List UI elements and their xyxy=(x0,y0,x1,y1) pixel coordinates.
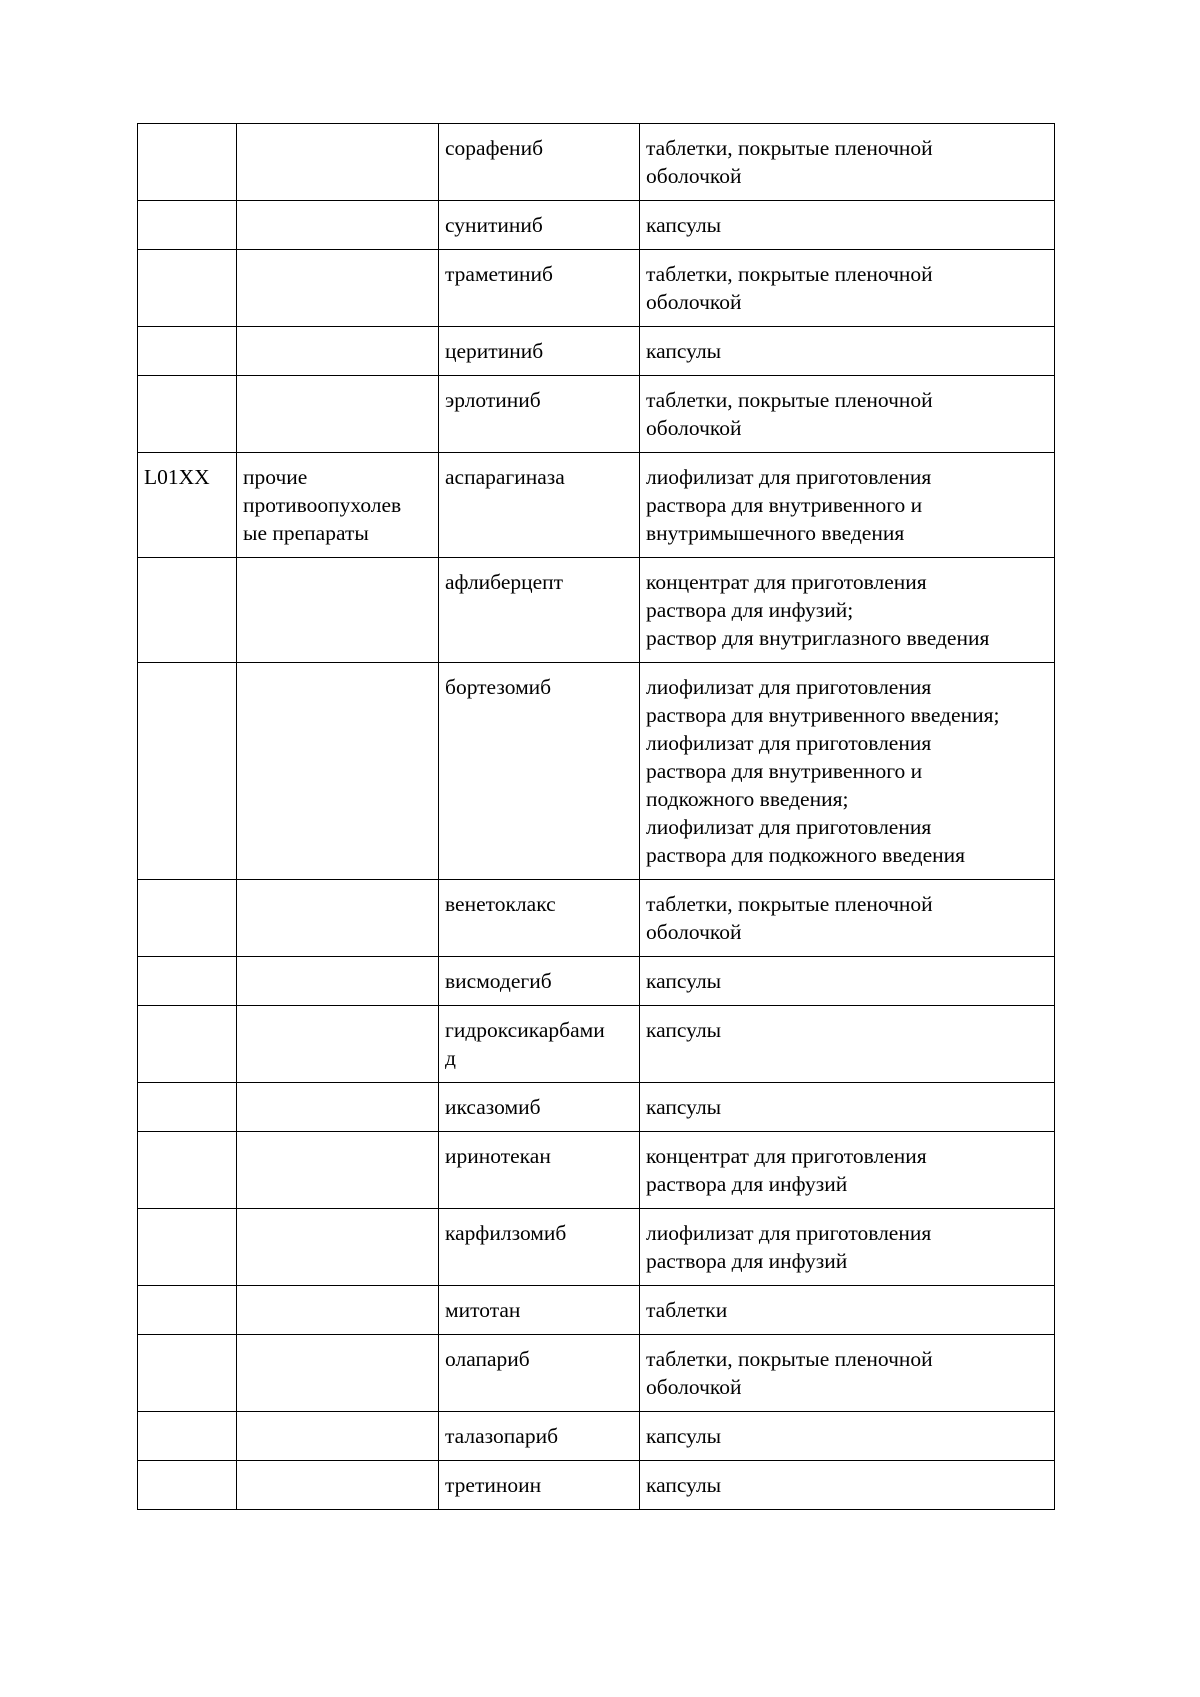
drug-name-line: карфилзомиб xyxy=(445,1221,567,1245)
dosage-form-cell xyxy=(640,1412,1055,1461)
table-row xyxy=(138,663,1055,880)
group-name-cell xyxy=(237,1335,439,1412)
drug-name-cell xyxy=(439,376,640,453)
drug-name-line: олапариб xyxy=(445,1347,530,1371)
table-row xyxy=(138,453,1055,558)
table-row xyxy=(138,376,1055,453)
group-name-line: прочие xyxy=(243,465,308,489)
drug-name-cell xyxy=(439,1006,640,1083)
table-row xyxy=(138,1083,1055,1132)
atc-code-cell xyxy=(138,1335,237,1412)
dosage-form-line: раствора для инфузий xyxy=(646,1249,848,1273)
drug-name-cell xyxy=(439,880,640,957)
table-row xyxy=(138,957,1055,1006)
dosage-form-line: раствора для инфузий; xyxy=(646,598,854,622)
dosage-form-line: раствора для подкожного введения xyxy=(646,843,966,867)
drug-name-line: эрлотиниб xyxy=(445,388,541,412)
dosage-form-cell xyxy=(640,1335,1055,1412)
drug-name-cell xyxy=(439,453,640,558)
dosage-form-line: раствора для внутривенного и xyxy=(646,493,923,517)
group-name-cell xyxy=(237,1006,439,1083)
drug-list-table xyxy=(137,123,1055,1510)
atc-code-cell xyxy=(138,201,237,250)
drug-name-line: церитиниб xyxy=(445,339,544,363)
dosage-form-line: концентрат для приготовления xyxy=(646,570,927,594)
drug-name-cell xyxy=(439,201,640,250)
dosage-form-line: таблетки xyxy=(646,1298,728,1322)
table-row xyxy=(138,1461,1055,1510)
group-name-cell xyxy=(237,376,439,453)
drug-name-cell xyxy=(439,1209,640,1286)
dosage-form-line: раствора для внутривенного и xyxy=(646,759,923,783)
dosage-form-line: капсулы xyxy=(646,213,722,237)
atc-code-cell xyxy=(138,1412,237,1461)
dosage-form-cell xyxy=(640,558,1055,663)
dosage-form-cell xyxy=(640,957,1055,1006)
atc-code-cell xyxy=(138,1083,237,1132)
drug-name-cell xyxy=(439,327,640,376)
table-row xyxy=(138,1006,1055,1083)
atc-code-cell xyxy=(138,957,237,1006)
dosage-form-line: лиофилизат для приготовления xyxy=(646,465,932,489)
dosage-form-line: капсулы xyxy=(646,1424,722,1448)
atc-code-cell xyxy=(138,1209,237,1286)
dosage-form-line: капсулы xyxy=(646,1473,722,1497)
table-body xyxy=(138,124,1055,1510)
dosage-form-line: капсулы xyxy=(646,1018,722,1042)
dosage-form-cell xyxy=(640,1286,1055,1335)
group-name-line: противоопухолев xyxy=(243,493,402,517)
dosage-form-line: лиофилизат для приготовления xyxy=(646,815,932,839)
drug-name-cell xyxy=(439,124,640,201)
drug-name-cell xyxy=(439,1132,640,1209)
dosage-form-line: раствора для инфузий xyxy=(646,1172,848,1196)
group-name-line: ые препараты xyxy=(243,521,369,545)
drug-name-cell xyxy=(439,1412,640,1461)
dosage-form-line: капсулы xyxy=(646,339,722,363)
dosage-form-cell xyxy=(640,201,1055,250)
dosage-form-line: капсулы xyxy=(646,1095,722,1119)
dosage-form-line: лиофилизат для приготовления xyxy=(646,675,932,699)
dosage-form-line: подкожного введения; xyxy=(646,787,849,811)
dosage-form-line: концентрат для приготовления xyxy=(646,1144,927,1168)
group-name-cell xyxy=(237,201,439,250)
dosage-form-line: таблетки, покрытые пленочной xyxy=(646,136,933,160)
dosage-form-cell xyxy=(640,376,1055,453)
drug-name-line: сорафениб xyxy=(445,136,544,160)
atc-code-cell xyxy=(138,1006,237,1083)
table-row xyxy=(138,250,1055,327)
group-name-cell xyxy=(237,453,439,558)
dosage-form-line: лиофилизат для приготовления xyxy=(646,731,932,755)
dosage-form-line: капсулы xyxy=(646,969,722,993)
drug-name-cell xyxy=(439,1286,640,1335)
drug-name-line: сунитиниб xyxy=(445,213,543,237)
atc-code-cell xyxy=(138,124,237,201)
table-row xyxy=(138,327,1055,376)
group-name-cell xyxy=(237,957,439,1006)
drug-name-line: иринотекан xyxy=(445,1144,551,1168)
drug-name-line: третиноин xyxy=(445,1473,542,1497)
dosage-form-line: оболочкой xyxy=(646,920,742,944)
atc-code-cell xyxy=(138,250,237,327)
dosage-form-cell xyxy=(640,1006,1055,1083)
drug-name-cell xyxy=(439,558,640,663)
group-name-cell xyxy=(237,663,439,880)
table-row xyxy=(138,1412,1055,1461)
atc-code-cell xyxy=(138,880,237,957)
atc-code-cell xyxy=(138,327,237,376)
group-name-cell xyxy=(237,1209,439,1286)
drug-name-line: афлиберцепт xyxy=(445,570,564,594)
table-row xyxy=(138,1209,1055,1286)
drug-name-line: висмодегиб xyxy=(445,969,552,993)
drug-name-cell xyxy=(439,1461,640,1510)
group-name-cell xyxy=(237,1132,439,1209)
group-name-cell xyxy=(237,558,439,663)
group-name-cell xyxy=(237,124,439,201)
drug-name-cell xyxy=(439,1083,640,1132)
dosage-form-cell xyxy=(640,250,1055,327)
dosage-form-line: оболочкой xyxy=(646,164,742,188)
dosage-form-line: таблетки, покрытые пленочной xyxy=(646,1347,933,1371)
table-row xyxy=(138,1335,1055,1412)
table-row xyxy=(138,1286,1055,1335)
atc-code-cell: L01XX xyxy=(138,453,237,558)
drug-name-line: иксазомиб xyxy=(445,1095,541,1119)
atc-code-cell xyxy=(138,1461,237,1510)
drug-name-cell xyxy=(439,250,640,327)
dosage-form-cell xyxy=(640,124,1055,201)
dosage-form-cell xyxy=(640,1083,1055,1132)
drug-name-cell xyxy=(439,663,640,880)
dosage-form-line: оболочкой xyxy=(646,290,742,314)
drug-name-line: венетоклакс xyxy=(445,892,556,916)
table-row xyxy=(138,124,1055,201)
group-name-cell xyxy=(237,880,439,957)
dosage-form-cell xyxy=(640,1209,1055,1286)
dosage-form-line: таблетки, покрытые пленочной xyxy=(646,388,933,412)
dosage-form-line: раствора для внутривенного введения; xyxy=(646,703,1000,727)
table-row xyxy=(138,201,1055,250)
dosage-form-cell xyxy=(640,1461,1055,1510)
group-name-cell xyxy=(237,1083,439,1132)
drug-name-cell xyxy=(439,957,640,1006)
table-row xyxy=(138,558,1055,663)
drug-name-cell xyxy=(439,1335,640,1412)
dosage-form-cell xyxy=(640,663,1055,880)
group-name-cell xyxy=(237,1412,439,1461)
atc-code-cell xyxy=(138,376,237,453)
table-row xyxy=(138,880,1055,957)
drug-name-line: гидроксикарбами xyxy=(445,1018,605,1042)
dosage-form-cell xyxy=(640,327,1055,376)
atc-code-cell xyxy=(138,1132,237,1209)
dosage-form-line: оболочкой xyxy=(646,416,742,440)
atc-code-cell xyxy=(138,663,237,880)
dosage-form-cell xyxy=(640,880,1055,957)
drug-name-line: д xyxy=(445,1046,456,1070)
group-name-cell xyxy=(237,1286,439,1335)
atc-code-cell xyxy=(138,558,237,663)
drug-name-line: аспарагиназа xyxy=(445,465,565,489)
dosage-form-line: раствор для внутриглазного введения xyxy=(646,626,990,650)
drug-name-line: траметиниб xyxy=(445,262,553,286)
dosage-form-cell xyxy=(640,1132,1055,1209)
dosage-form-line: лиофилизат для приготовления xyxy=(646,1221,932,1245)
dosage-form-line: таблетки, покрытые пленочной xyxy=(646,892,933,916)
dosage-form-line: таблетки, покрытые пленочной xyxy=(646,262,933,286)
drug-name-line: бортезомиб xyxy=(445,675,552,699)
drug-name-line: митотан xyxy=(445,1298,521,1322)
group-name-cell xyxy=(237,1461,439,1510)
group-name-cell xyxy=(237,250,439,327)
dosage-form-line: внутримышечного введения xyxy=(646,521,905,545)
table-row xyxy=(138,1132,1055,1209)
drug-name-line: талазопариб xyxy=(445,1424,559,1448)
dosage-form-line: оболочкой xyxy=(646,1375,742,1399)
atc-code-cell xyxy=(138,1286,237,1335)
group-name-cell xyxy=(237,327,439,376)
dosage-form-cell xyxy=(640,453,1055,558)
